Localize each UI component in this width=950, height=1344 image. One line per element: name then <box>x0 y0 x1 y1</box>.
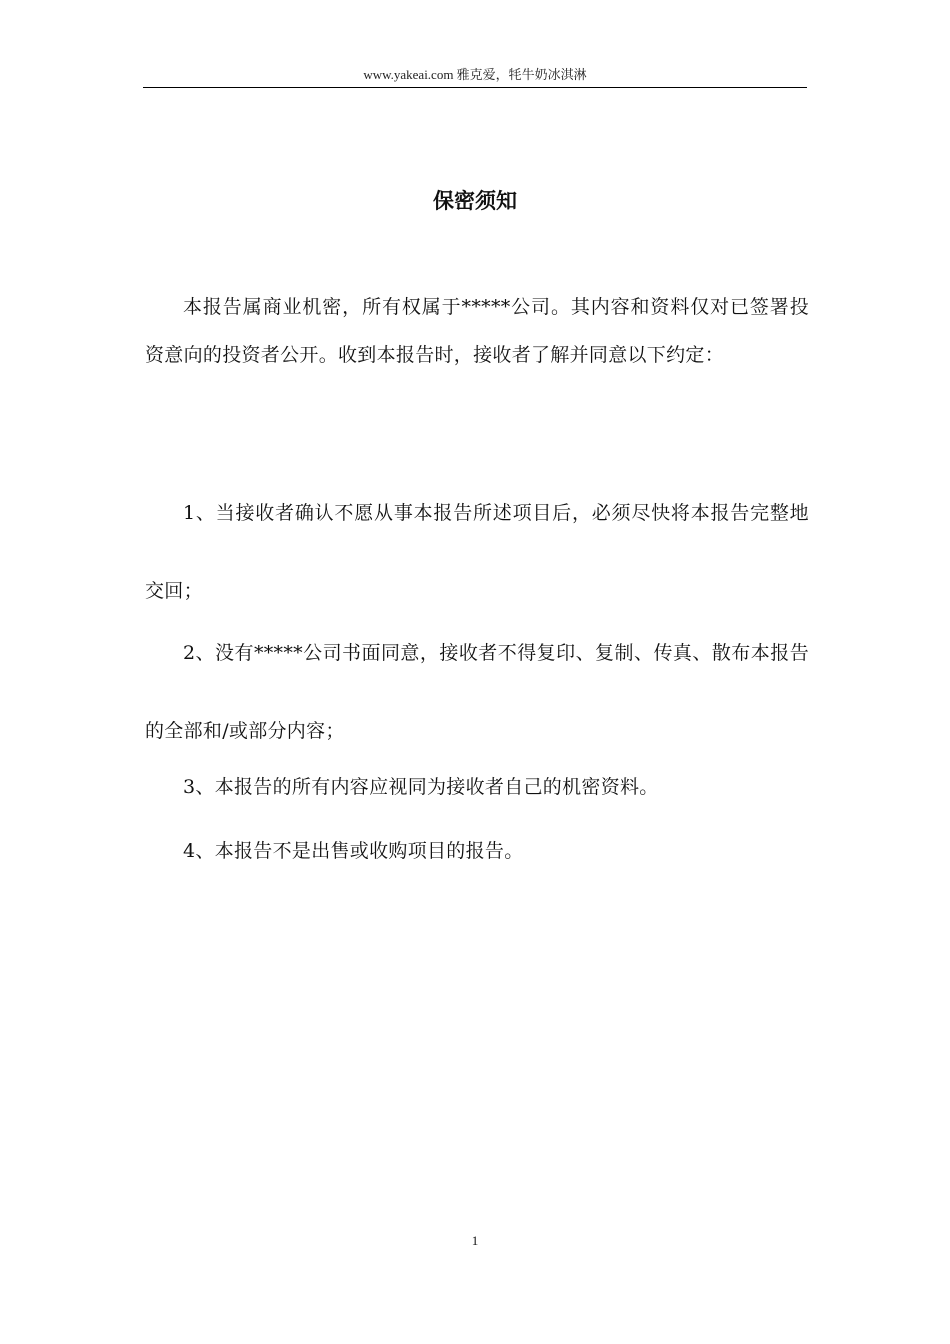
document-title: 保密须知 <box>433 189 517 213</box>
intro-paragraph: 本报告属商业机密，所有权属于*****公司。其内容和资料仅对已签署投资意向的投资者公开。收到本报告时，接收者了解并同意以下约定： <box>145 296 809 366</box>
agreement-item-4: 4、本报告不是出售或收购项目的报告。 <box>183 840 524 862</box>
agreement-item-1: 1、当接收者确认不愿从事本报告所述项目后，必须尽快将本报告完整地交回； <box>145 502 809 602</box>
agreement-item-3: 3、本报告的所有内容应视同为接收者自己的机密资料。 <box>183 776 659 798</box>
header-divider <box>143 87 807 88</box>
page-header: www.yakeai.com 雅克爱，牦牛奶冰淇淋 <box>363 67 587 82</box>
page-number: 1 <box>471 1233 479 1248</box>
agreement-item-2: 2、没有*****公司书面同意，接收者不得复印、复制、传真、散布本报告的全部和/或部分内容； <box>145 642 809 742</box>
